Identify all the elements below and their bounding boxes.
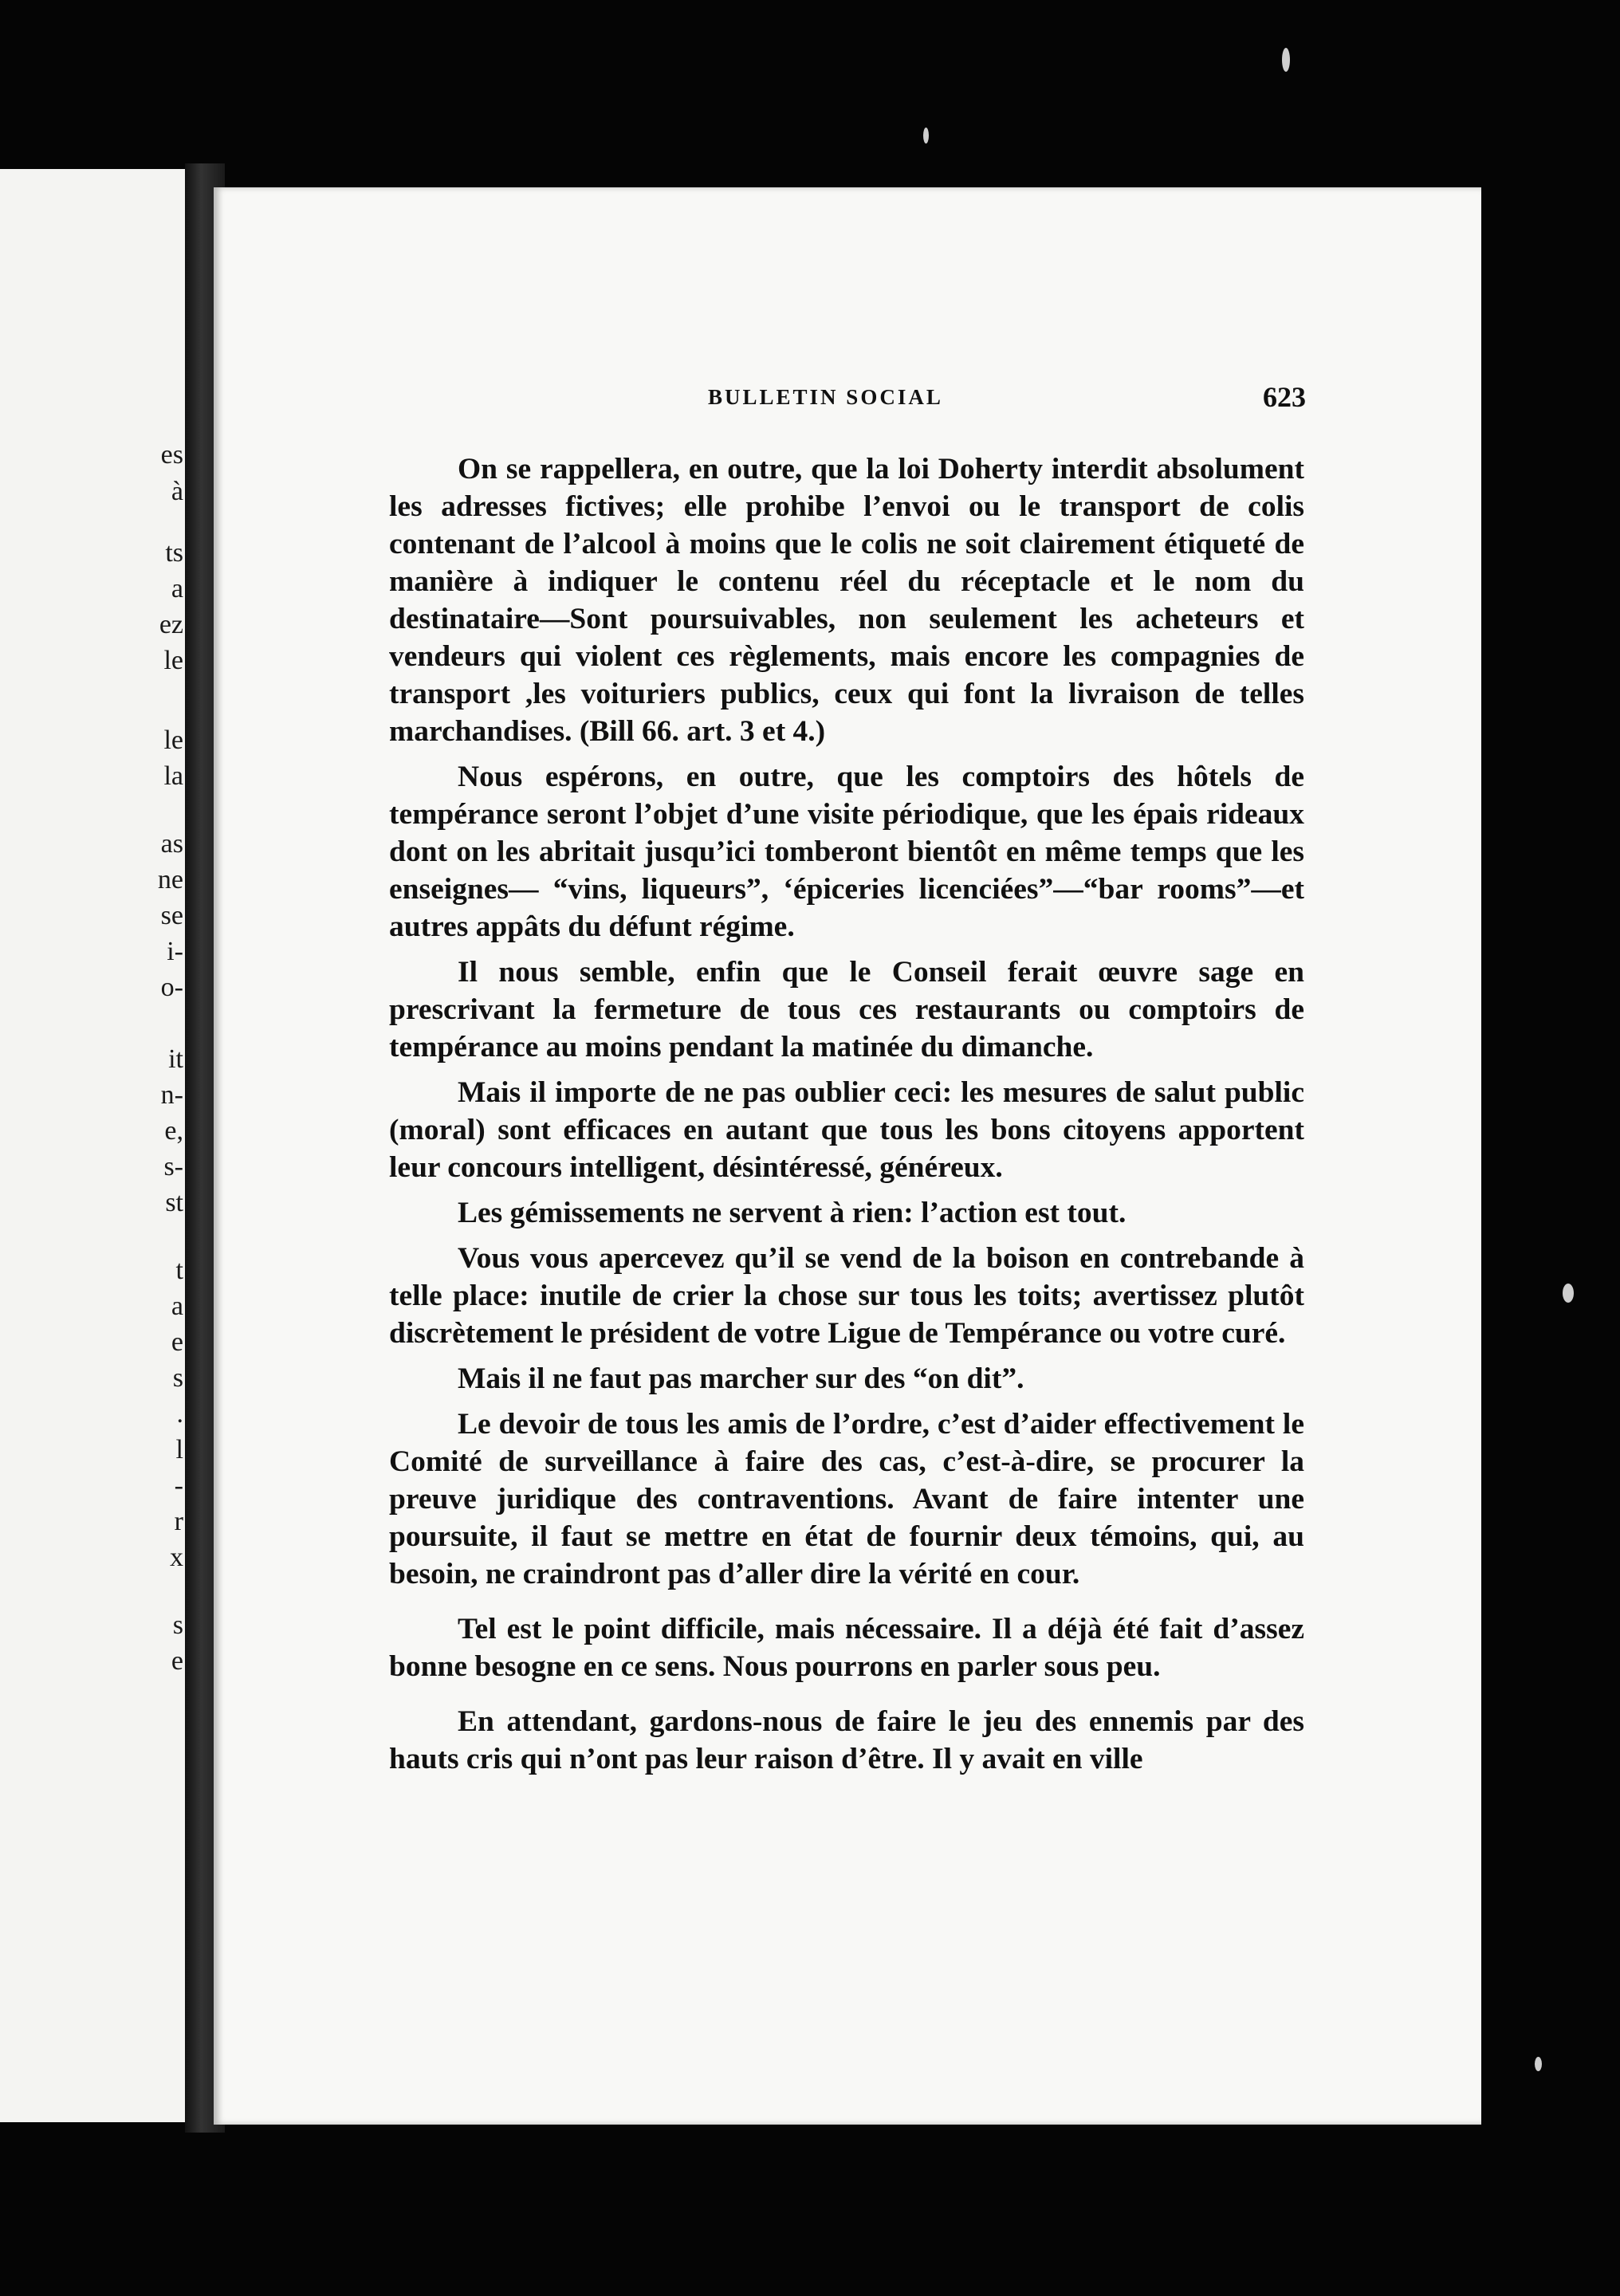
paragraph: Le devoir de tous les amis de l’ordre, c’est d’aider effectivement le Comité de surveillance à faire des cas, c’est-à-dire, se procurer la preuve juridique des contraventions. Avant de faire intenter une poursuite, il faut se mettre en état de fournir deux témoins, qui, au besoin, ne craindront pas d’aller dire la vérité en cour. — [389, 1408, 1304, 1590]
scan-speck — [923, 128, 929, 144]
previous-page-fragment: le — [163, 725, 183, 755]
previous-page-fragment: e — [171, 1646, 183, 1676]
running-head: BULLETIN SOCIAL — [708, 385, 943, 409]
previous-page-fragment: st — [165, 1188, 183, 1217]
body-text — [389, 450, 1304, 1778]
previous-page-fragment: t — [175, 1256, 183, 1285]
paragraph: En attendant, gardons-nous de faire le jeu des ennemis par des hauts cris qui n’ont pas leur raison d’être. Il y avait en ville — [389, 1705, 1304, 1775]
previous-page-fragment: ne — [157, 865, 183, 894]
previous-page-fragment: ts — [165, 538, 183, 568]
previous-page-fragment: e, — [164, 1116, 183, 1146]
scan-speck — [1563, 1284, 1574, 1303]
previous-page-fragment: a — [171, 574, 183, 603]
book-page — [214, 187, 1481, 2125]
previous-page-fragment: l — [175, 1435, 183, 1464]
previous-page-fragment: le — [163, 646, 183, 675]
previous-page-fragment: s — [172, 1363, 183, 1393]
previous-page-fragment: r — [174, 1507, 183, 1536]
paragraph: Tel est le point difficile, mais nécessaire. Il a déjà été fait d’assez bonne besogne en ce sens. Nous pourrons en parler sous peu. — [389, 1613, 1304, 1683]
paragraph: Nous espérons, en outre, que les comptoirs des hôtels de tempérance seront l’objet d’une visite périodique, que les épais rideaux dont on les abritait jusqu’ici tomberont bientôt en même temps que les enseignes— “vins, liqueurs”, ‘épiceries licenciées”—“bar rooms”—et autres appâts du défunt régime. — [389, 761, 1304, 943]
paragraph: Mais il ne faut pas marcher sur des “on dit”. — [458, 1362, 1024, 1395]
paragraph: Mais il importe de ne pas oublier ceci: les mesures de salut public (moral) sont efficaces en autant que tous les bons citoyens apportent leur concours intelligent, désintéressé, généreux. — [389, 1076, 1304, 1184]
previous-page-fragment: ez — [159, 610, 183, 639]
previous-page-fragment: se — [160, 901, 183, 930]
previous-page-fragment: o- — [160, 973, 183, 1002]
paragraph: On se rappellera, en outre, que la loi Doherty interdit absolument les adresses fictives; elle prohibe l’envoi ou le transport de colis contenant de l’alcool à moins que le colis ne soit clairement étiqueté de manière à indiquer le contenu réel du réceptacle et le nom du destinataire—Sont poursuivables, non seulement les acheteurs et vendeurs qui violent ces règlements, mais encore les compagnies de transport ,les voituriers publics, ceux qui font la livraison de telles marchandises. (Bill 66. art. 3 et 4.) — [389, 453, 1304, 748]
previous-page-edge — [0, 169, 191, 2122]
page-number: 623 — [1263, 381, 1306, 413]
previous-page-fragment: a — [171, 1292, 183, 1321]
previous-page-fragment: n- — [160, 1080, 183, 1110]
scan-speck — [1282, 48, 1290, 72]
previous-page-fragment: as — [160, 829, 183, 859]
previous-page-fragment: it — [168, 1044, 183, 1074]
previous-page-fragment: à — [171, 477, 183, 506]
paragraph: Les gémissements ne servent à rien: l’action est tout. — [458, 1197, 1127, 1229]
previous-page-fragment: . — [176, 1399, 183, 1429]
previous-page-fragment: la — [163, 761, 183, 791]
previous-page-fragment: e — [171, 1327, 183, 1357]
previous-page-fragment: - — [174, 1471, 183, 1500]
page-header — [214, 381, 1481, 417]
paragraph: Il nous semble, enfin que le Conseil ferait œuvre sage en prescrivant la fermeture de tous ces restaurants ou comptoirs de tempérance au moins pendant la matinée du dimanche. — [389, 956, 1304, 1063]
previous-page-fragment: x — [170, 1543, 183, 1572]
scan-speck — [1535, 2057, 1542, 2071]
paragraph: Vous vous apercevez qu’il se vend de la boison en contrebande à telle place: inutile de crier la chose sur tous les toits; avertissez plutôt discrètement le président de votre Ligue de Tempérance ou votre curé. — [389, 1242, 1304, 1350]
previous-page-fragment: i- — [167, 937, 183, 966]
previous-page-fragment: es — [160, 440, 183, 470]
previous-page-fragment: s- — [163, 1152, 183, 1181]
previous-page-fragment: s — [172, 1610, 183, 1640]
